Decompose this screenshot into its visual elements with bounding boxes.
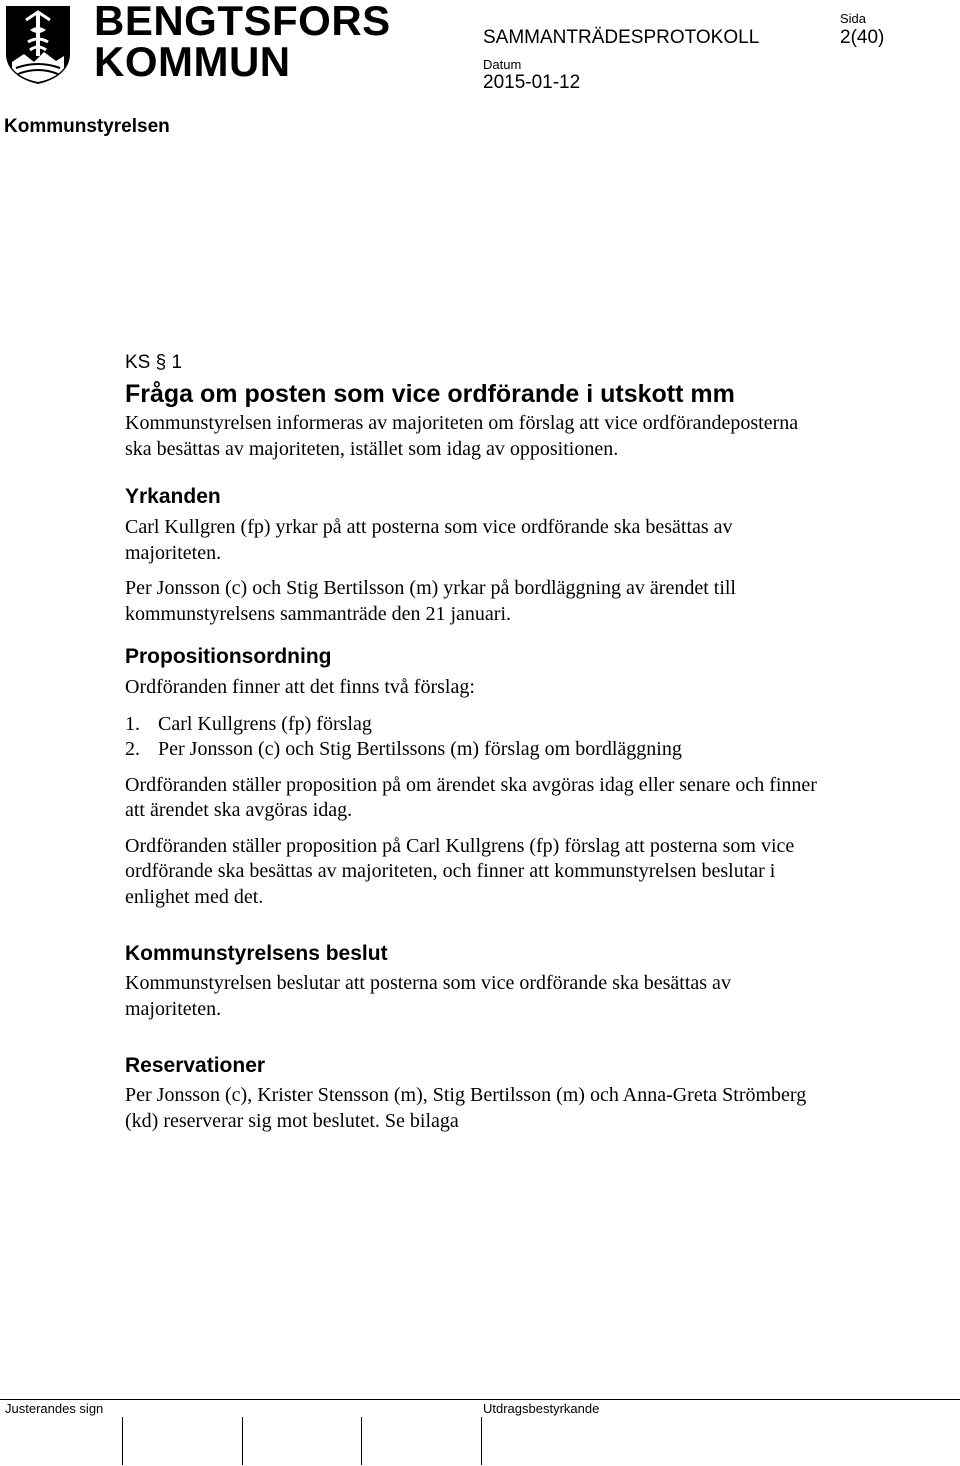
decision-paragraph: Kommunstyrelsen beslutar att posterna som vice ordförande ska besättas av majoriteten. <box>125 972 731 1020</box>
signature-divider <box>481 1417 482 1465</box>
proposition-paragraph-1: Ordföranden ställer proposition på om ärendet ska avgöras idag eller senare och finner att ärendet ska avgöras idag. <box>125 773 817 821</box>
municipal-coat-of-arms-icon <box>4 4 72 86</box>
list-item: 2. Per Jonsson (c) och Stig Bertilssons (m) förslag om bordläggning <box>125 738 682 760</box>
section-prefix: KS <box>125 352 151 373</box>
intro-paragraph: Kommunstyrelsen informeras av majoriteten om förslag att vice ordförandeposterna ska besättas av majoriteten, istället som idag av oppositionen. <box>125 412 799 460</box>
signature-divider <box>361 1417 362 1465</box>
proposition-intro: Ordföranden finner att det finns två förslag: <box>125 676 475 698</box>
footer-divider <box>0 1399 960 1400</box>
heading-propositionsordning: Propositionsordning <box>125 645 332 668</box>
yrkande-paragraph-1: Carl Kullgren (fp) yrkar på att posterna som vice ordförande ska besättas av majoriteten. <box>125 516 733 564</box>
proposition-paragraph-2: Ordföranden ställer proposition på Carl Kullgrens (fp) förslag att posterna som vice ordförande ska besättas av majoriteten, och finner att kommunstyrelsen beslutar i enlighet med det. <box>125 834 795 908</box>
section-symbol: § <box>155 352 167 373</box>
signature-divider <box>122 1417 123 1465</box>
page-label: Sida <box>840 11 867 26</box>
heading-yrkanden: Yrkanden <box>125 485 221 508</box>
signature-divider <box>242 1417 243 1465</box>
section-number: 1 <box>171 352 183 373</box>
municipality-name-line-2: KOMMUN <box>94 38 291 85</box>
list-item: 1. Carl Kullgrens (fp) förslag <box>125 712 372 735</box>
date-label: Datum <box>483 57 522 72</box>
date-value: 2015-01-12 <box>483 72 581 93</box>
reservation-paragraph: Per Jonsson (c), Krister Stensson (m), Stig Bertilsson (m) och Anna-Greta Strömberg (kd) reserverar sig mot beslutet. Se bilaga <box>125 1084 807 1132</box>
extract-certification-label: Utdragsbestyrkande <box>483 1401 600 1416</box>
page-number: 2(40) <box>840 27 885 48</box>
heading-beslut: Kommunstyrelsens beslut <box>125 942 388 965</box>
signature-label: Justerandes sign <box>5 1401 104 1416</box>
municipality-name-line-1: BENGTSFORS <box>94 0 391 44</box>
document-type: SAMMANTRÄDESPROTOKOLL <box>483 27 760 48</box>
heading-reservationer: Reservationer <box>125 1054 266 1077</box>
section-title: Fråga om posten som vice ordförande i utskott mm <box>125 380 735 408</box>
section-id <box>125 351 825 375</box>
minutes-section <box>125 351 825 1134</box>
committee-name: Kommunstyrelsen <box>4 116 170 137</box>
yrkande-paragraph-2: Per Jonsson (c) och Stig Bertilsson (m) yrkar på bordläggning av ärendet till kommunstyrelsens sammanträde den 21 januari. <box>125 577 736 625</box>
proposal-list <box>125 712 825 763</box>
